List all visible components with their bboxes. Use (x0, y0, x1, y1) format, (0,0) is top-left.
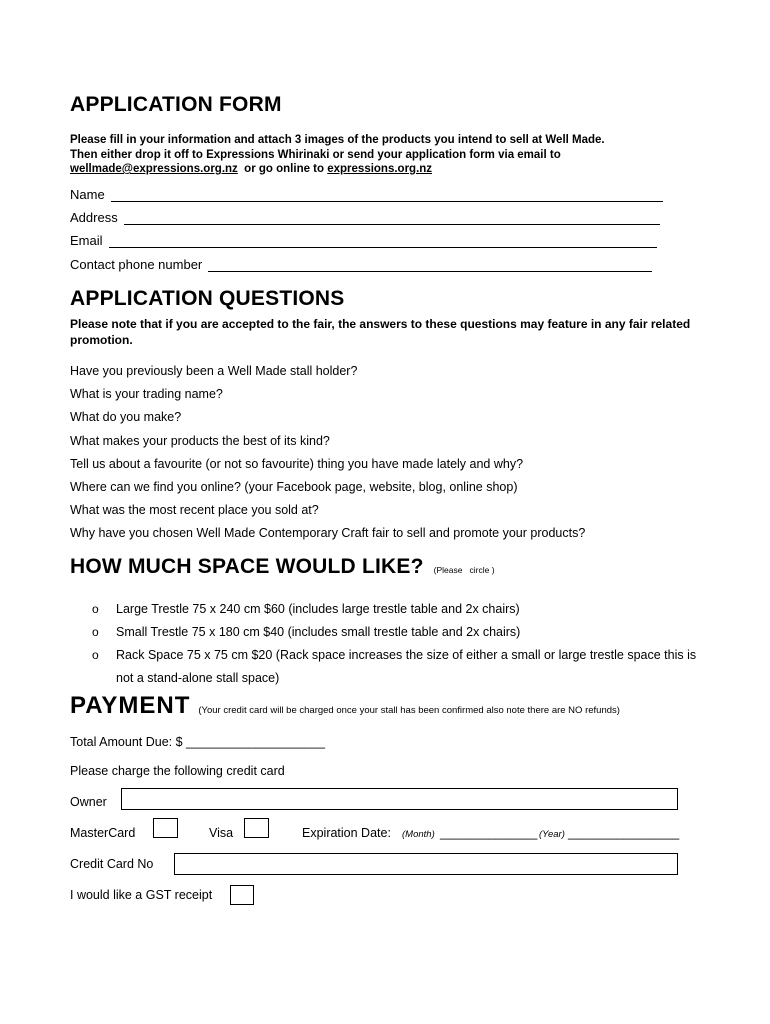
month-field[interactable]: ______________ (440, 826, 538, 840)
question-item: Have you previously been a Well Made stall holder? (70, 364, 358, 378)
owner-label: Owner (70, 795, 107, 809)
space-note: (Please circle ) (433, 565, 495, 575)
address-row (70, 210, 660, 225)
owner-input[interactable] (121, 788, 678, 810)
visa-label: Visa (209, 826, 234, 840)
question-item: Tell us about a favourite (or not so favourite) thing you have made lately and why? (70, 456, 524, 471)
space-heading (70, 555, 495, 579)
mastercard-checkbox[interactable] (153, 818, 178, 838)
year-label: (Year) (539, 829, 565, 840)
page-title: APPLICATION FORM (70, 93, 282, 116)
card-number-label: Credit Card No (70, 857, 154, 871)
question-item: What was the most recent place you sold at? (70, 503, 319, 518)
space-options (92, 598, 712, 690)
circle-bullet-icon: o (92, 625, 99, 639)
payment-title: PAYMENT (70, 692, 191, 719)
space-option-large[interactable] (92, 598, 712, 621)
intro-line-3 (70, 162, 710, 177)
phone-row (70, 257, 652, 272)
name-label: Name (70, 187, 105, 202)
email-label: Email (70, 233, 103, 248)
month-label: (Month) (402, 829, 435, 840)
intro-line-1: Please fill in your information and attach 3 images of the products you intend to sell at Well Made. (70, 134, 605, 146)
expiration-label: Expiration Date: (302, 826, 391, 840)
question-item: Why have you chosen Well Made Contemporary Craft fair to sell and promote your products? (70, 526, 586, 541)
circle-bullet-icon: o (92, 602, 99, 616)
intro-or-online: or go online to (237, 163, 328, 175)
space-title: HOW MUCH SPACE WOULD LIKE? (70, 555, 424, 578)
address-field[interactable] (124, 212, 660, 225)
charge-label: Please charge the following credit card (70, 764, 285, 778)
circle-bullet-icon: o (92, 648, 99, 662)
questions-note: Please note that if you are accepted to the fair, the answers to these questions may feature in any fair related promotion. (70, 317, 691, 347)
card-number-input[interactable] (174, 853, 678, 875)
total-amount-row[interactable]: Total Amount Due: $ ____________________ (70, 735, 326, 749)
phone-field[interactable] (208, 259, 652, 272)
option-label: Large Trestle 75 x 240 cm $60 (includes large trestle table and 2x chairs) (116, 602, 520, 616)
questions-list (70, 362, 585, 548)
year-field[interactable]: ________________ (568, 826, 680, 840)
email-field[interactable] (109, 235, 657, 248)
questions-title: APPLICATION QUESTIONS (70, 287, 345, 310)
payment-note: (Your credit card will be charged once your stall has been confirmed also note there are NO refunds) (198, 705, 620, 716)
gst-checkbox[interactable] (230, 885, 254, 905)
space-option-small[interactable] (92, 621, 712, 644)
question-item: What is your trading name? (70, 387, 223, 402)
intro-text (70, 133, 710, 177)
payment-heading (70, 692, 620, 720)
question-item: Where can we find you online? (your Facebook page, website, blog, online shop) (70, 479, 518, 494)
option-label: Small Trestle 75 x 180 cm $40 (includes small trestle table and 2x chairs) (116, 625, 521, 639)
phone-label: Contact phone number (70, 257, 203, 272)
name-field[interactable] (111, 189, 663, 202)
name-row (70, 187, 663, 202)
email-link[interactable]: wellmade@expressions.org.nz (70, 163, 238, 175)
gst-label: I would like a GST receipt (70, 888, 213, 902)
question-item: What makes your products the best of its kind? (70, 433, 330, 448)
intro-line-2: Then either drop it off to Expressions Whirinaki or send your application form via email to (70, 148, 561, 161)
website-link[interactable]: expressions.org.nz (327, 163, 433, 175)
visa-checkbox[interactable] (244, 818, 269, 838)
mastercard-label: MasterCard (70, 826, 136, 840)
address-label: Address (70, 210, 118, 225)
question-item: What do you make? (70, 410, 182, 425)
space-option-rack[interactable] (92, 644, 712, 690)
option-label: Rack Space 75 x 75 cm $20 (Rack space increases the size of either a small or large trestle space this is not a stand-alone stall space) (116, 648, 697, 685)
email-row (70, 233, 657, 248)
